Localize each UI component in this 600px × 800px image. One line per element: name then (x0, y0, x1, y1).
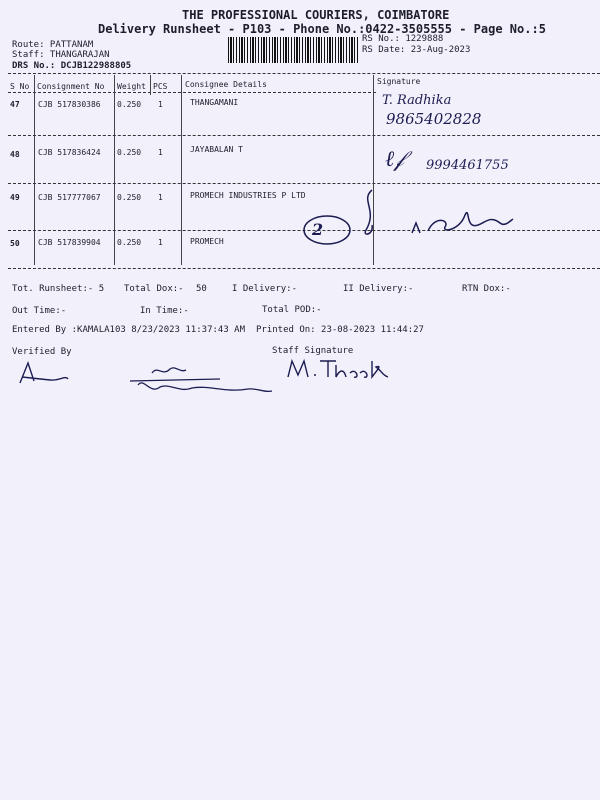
total-dox-label: Total Dox:- (124, 284, 184, 294)
row-pcs: 1 (158, 100, 163, 109)
row-consignee: THANGAMANI (190, 98, 239, 107)
staff-signature-mark (288, 361, 388, 377)
col-consignment: Consignment No (37, 82, 105, 91)
row-weight: 0.250 (117, 238, 142, 247)
col-separator (150, 75, 151, 95)
col-sno: S No (10, 82, 30, 91)
circle-mark (304, 216, 350, 244)
row-consignee: PROMECH INDUSTRIES P LTD (190, 191, 306, 200)
in-time: In Time:- (140, 306, 189, 316)
footer-signatures (10, 355, 390, 400)
handwritten-phone: 9865402828 (386, 110, 482, 128)
table-bottom-rule (8, 268, 600, 269)
col-signature: Signature (377, 77, 421, 86)
table-top-rule (8, 73, 600, 74)
row-sno: 49 (10, 193, 20, 202)
row-consignment: CJB 517836424 (38, 148, 101, 157)
row-sno: 50 (10, 239, 20, 248)
staff: Staff: THANGARAJAN (12, 50, 110, 60)
row-rule (8, 183, 600, 184)
verifier-signature-mark (20, 363, 68, 383)
handwritten-phone: 9994461755 (426, 158, 509, 173)
total-pod: Total POD:- (262, 305, 322, 315)
second-delivery: II Delivery:- (343, 284, 414, 294)
row-weight: 0.250 (117, 148, 142, 157)
total-dox-value: 50 (196, 284, 207, 294)
route: Route: PATTANAM (12, 40, 94, 50)
row-consignment: CJB 517777067 (38, 193, 101, 202)
row-consignee: JAYABALAN T (190, 145, 243, 154)
handwritten-signature-name: T. Radhika (382, 93, 452, 108)
handwritten-signature-initials: ℓ𝒻 (385, 147, 404, 172)
row-weight: 0.250 (117, 193, 142, 202)
row-consignee: PROMECH (190, 237, 224, 246)
printed-on: Printed On: 23-08-2023 11:44:27 (256, 325, 424, 335)
col-pcs: PCS (153, 82, 168, 91)
barcode (228, 37, 358, 63)
col-weight: Weight (117, 82, 146, 91)
row-consignment: CJB 517830386 (38, 100, 101, 109)
verifier-signature-scribble (130, 368, 272, 392)
rtn-dox: RTN Dox:- (462, 284, 511, 294)
row-sno: 47 (10, 100, 20, 109)
rs-number: RS No.: 1229888 (362, 34, 444, 44)
row-pcs: 1 (158, 193, 163, 202)
drs-number: DRS No.: DCJB122988805 (12, 61, 132, 71)
circled-count: 2 (312, 220, 324, 239)
rs-date: RS Date: 23-Aug-2023 (362, 45, 471, 55)
signature-scribble (412, 213, 513, 233)
row-pcs: 1 (158, 148, 163, 157)
col-separator (34, 75, 35, 265)
row-sno: 48 (10, 150, 20, 159)
total-runsheet: Tot. Runsheet:- 5 (12, 284, 105, 294)
out-time: Out Time:- (12, 306, 67, 316)
row-pcs: 1 (158, 238, 163, 247)
col-separator (114, 75, 115, 265)
entered-by: Entered By :KAMALA103 8/23/2023 11:37:43 AM (12, 325, 245, 335)
row-weight: 0.250 (117, 100, 142, 109)
row-rule (8, 135, 600, 136)
first-delivery: I Delivery:- (232, 284, 298, 294)
col-separator (181, 75, 182, 265)
bracket-mark (365, 190, 372, 234)
row-consignment: CJB 517839904 (38, 238, 101, 247)
runsheet-title: Delivery Runsheet - P103 - Phone No.:0422-3505555 - Page No.:5 (98, 22, 546, 36)
verified-by-label: Verified By (12, 347, 72, 357)
col-consignee: Consignee Details (185, 80, 267, 89)
header-bottom-rule (8, 92, 376, 93)
handwritten-marks (300, 185, 530, 255)
staff-signature-label: Staff Signature (272, 346, 354, 356)
company-name: THE PROFESSIONAL COURIERS, COIMBATORE (182, 8, 450, 22)
